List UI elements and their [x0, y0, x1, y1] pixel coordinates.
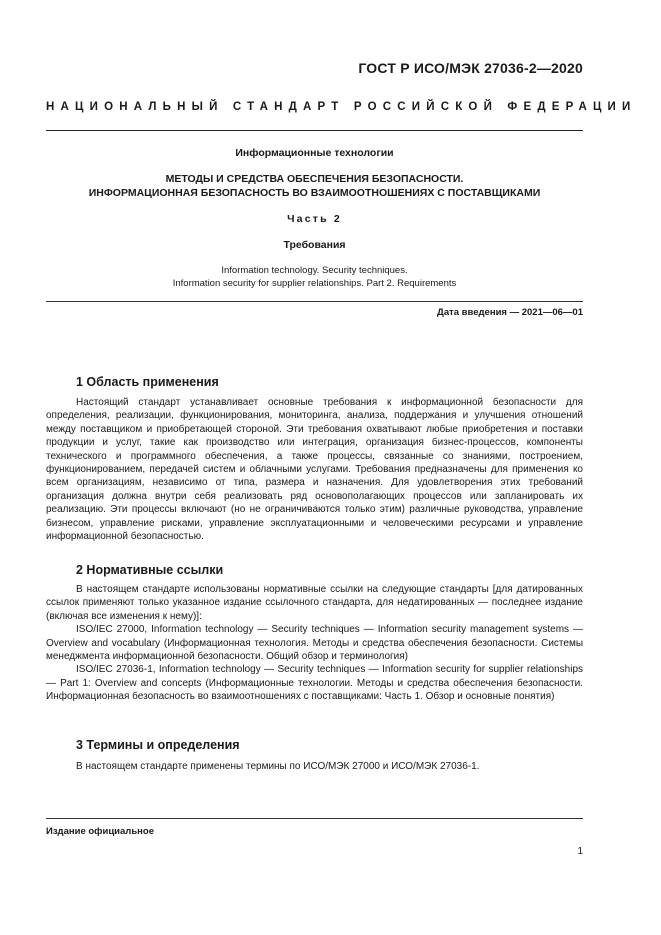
- section-heading: 1 Область применения: [76, 375, 219, 389]
- edition-label: Издание официальное: [46, 826, 154, 837]
- introduction-date: Дата введения — 2021—06—01: [437, 307, 583, 318]
- title-line-2: ИНФОРМАЦИОННАЯ БЕЗОПАСНОСТЬ ВО ВЗАИМООТНОШЕНИЯХ С ПОСТАВЩИКАМИ: [88, 187, 541, 199]
- part-label: Часть 2: [287, 213, 342, 225]
- section-paragraph: Настоящий стандарт устанавливает основные требования к информационной безопасности для определения, реализации, функционирования, мониторинга, анализа, поддержания и улучшения отношений между поставщиком и приобретающей стороной. Эти требования охватывают любые приобретения и поставки продукции и услуг, такие как производство или интеграция, организация бизнес-процессов, компоненты технического и программного обеспечения, а также процессы, связанные со знаниями, построением, функционированием, передачей систем и облачными услугами. Требования предназначены для применения ко всем организациям, независимо от типа, размера и назначения. Для удовлетворения этих требований организация должна внутри себя реализовать ряд основополагающих процессов или запланировать их реализацию. Эти процессы включают (но не ограничиваются только этим) различные руководства, управление бизнесом, управление рисками, управление эксплуатационными и человеческими ресурсами и управление информационной безопасностью.: [46, 397, 583, 543]
- reference-item: ISO/IEC 27000, Information technology — Security techniques — Information security management systems — Overview and vocabulary (Информационная технология. Методы и средства обеспечения безопасности. Системы менеджмента информационной безопасности. Общий обзор и терминология): [46, 624, 583, 663]
- category-heading: Информационные технологии: [235, 147, 394, 159]
- title-line-1: МЕТОДЫ И СРЕДСТВА ОБЕСПЕЧЕНИЯ БЕЗОПАСНОСТИ.: [165, 173, 464, 185]
- header-divider: [46, 130, 583, 131]
- section-heading: 3 Термины и определения: [76, 738, 240, 752]
- english-title-line-1: Information technology. Security techniques.: [221, 265, 408, 276]
- section-heading: 2 Нормативные ссылки: [76, 563, 224, 577]
- document-number: ГОСТ Р ИСО/МЭК 27036-2—2020: [358, 60, 583, 76]
- english-title-line-2: Information security for supplier relationships. Part 2. Requirements: [172, 278, 457, 289]
- page-number: 1: [577, 846, 583, 857]
- section-terms: [46, 738, 583, 773]
- title-divider: [46, 301, 583, 302]
- reference-item: ISO/IEC 27036-1, Information technology — Security techniques — Information security for supplier relationships — Part 1: Overview and concepts (Информационные технологии. Методы и средства обеспечения безопасности. Информационная безопасность во взаимоотношениях с поставщиками: Часть 1. Обзор и основные понятия): [46, 664, 583, 703]
- section-normative-references: [46, 563, 583, 704]
- section-scope: [46, 375, 583, 543]
- section-paragraph: В настоящем стандарте применены термины по ИСО/МЭК 27000 и ИСО/МЭК 27036-1.: [76, 761, 480, 772]
- national-standard-banner: НАЦИОНАЛЬНЫЙ СТАНДАРТ РОССИЙСКОЙ ФЕДЕРАЦИИ: [46, 101, 637, 113]
- document-title: [46, 172, 583, 200]
- english-title: [46, 264, 583, 290]
- footer-divider: [46, 818, 583, 819]
- subtitle: Требования: [283, 239, 346, 251]
- section-paragraph: В настоящем стандарте использованы нормативные ссылки на следующие стандарты [для датированных ссылок применяют только указанное издание ссылочного стандарта, для недатированных — последнее издание (включая все изменения к нему)]:: [46, 584, 583, 622]
